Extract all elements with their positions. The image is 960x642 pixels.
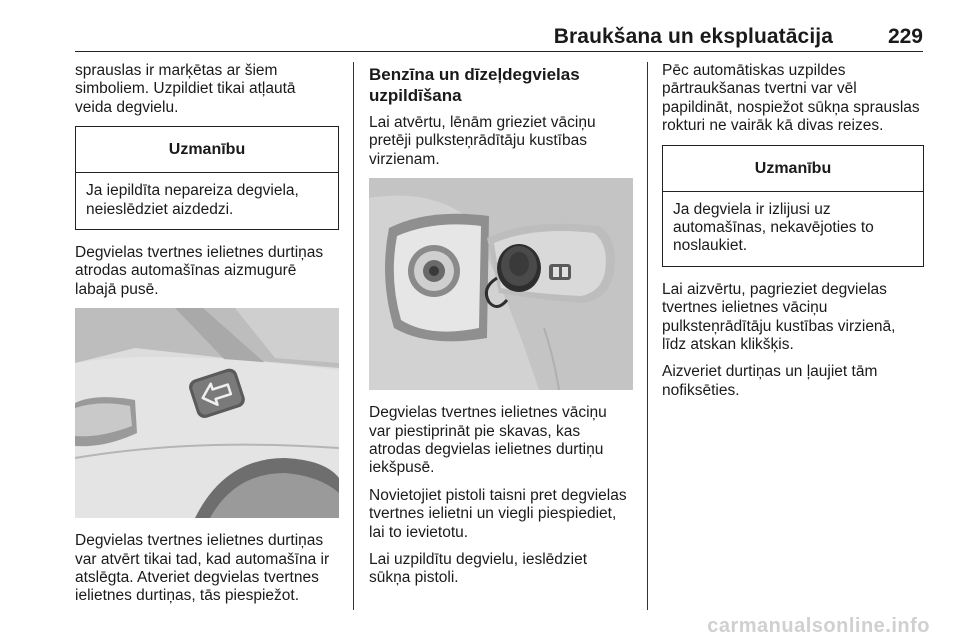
paragraph-unlock: Degvielas tvertnes ielietnes durtiņas var atvērt tikai tad, kad automašīna ir atslēgta. Atveriet degvielas tvertnes ielietnes durtiņas, tās piespiežot. xyxy=(75,532,330,605)
section-title: Braukšana un ekspluatācija xyxy=(553,25,833,48)
paragraph-intro: sprauslas ir marķētas ar šiem simboliem. Uzpildiet tikai atļautā veida degvielu. xyxy=(75,62,296,116)
page-number: 229 xyxy=(887,25,923,48)
warning-body: Ja iepildīta nepareiza degviela, neieslēdziet aizdedzi. xyxy=(86,182,299,218)
paragraph-auto-stop: Pēc automātiskas uzpildes pārtraukšanas tvertni var vēl papildināt, nospiežot sūkņa sprauslas rokturi ne vairāk kā divas reizes. xyxy=(662,62,920,135)
warning-box xyxy=(662,145,924,267)
paragraph-cap: Degvielas tvertnes ielietnes vāciņu var piestiprināt pie skavas, kas atrodas degvielas ielietnes durtiņu iekšpusē. xyxy=(369,404,607,477)
section-heading: Benzīna un dīzeļdegvielas uzpildīšana xyxy=(369,65,580,105)
warning-title: Uzmanību xyxy=(76,127,338,173)
warning-box xyxy=(75,126,339,230)
column-divider xyxy=(647,62,648,610)
paragraph-close: Lai aizvērtu, pagrieziet degvielas tvertnes ielietnes vāciņu pulksteņrādītāju kustības virzienā, līdz atskan klikšķis. xyxy=(662,280,896,354)
column-divider xyxy=(353,62,354,610)
fuel-filler-cap-illustration xyxy=(369,178,633,390)
paragraph-door: Aizveriet durtiņas un ļaujiet tām nofiksēties. xyxy=(662,363,878,399)
column-1 xyxy=(75,62,339,615)
watermark: carmanualsonline.info xyxy=(707,615,930,637)
car-rear-fuel-door-illustration xyxy=(75,308,339,518)
page-header xyxy=(75,0,923,52)
paragraph-location: Degvielas tvertnes ielietnes durtiņas atrodas automašīnas aizmugurē labajā pusē. xyxy=(75,244,324,298)
paragraph-nozzle: Novietojiet pistoli taisni pret degvielas tvertnes ielietni un viegli piespiediet, lai to ievietotu. xyxy=(369,486,627,541)
paragraph-fill: Lai uzpildītu degvielu, ieslēdziet sūkņa pistoli. xyxy=(369,551,587,587)
column-2 xyxy=(369,62,635,597)
paragraph-open: Lai atvērtu, lēnām grieziet vāciņu pretēji pulksteņrādītāju kustības virzienam. xyxy=(369,114,596,168)
warning-body: Ja degviela ir izlijusi uz automašīnas, nekavējoties to noslaukiet. xyxy=(673,200,874,255)
warning-title: Uzmanību xyxy=(663,146,923,192)
column-3 xyxy=(662,62,924,409)
